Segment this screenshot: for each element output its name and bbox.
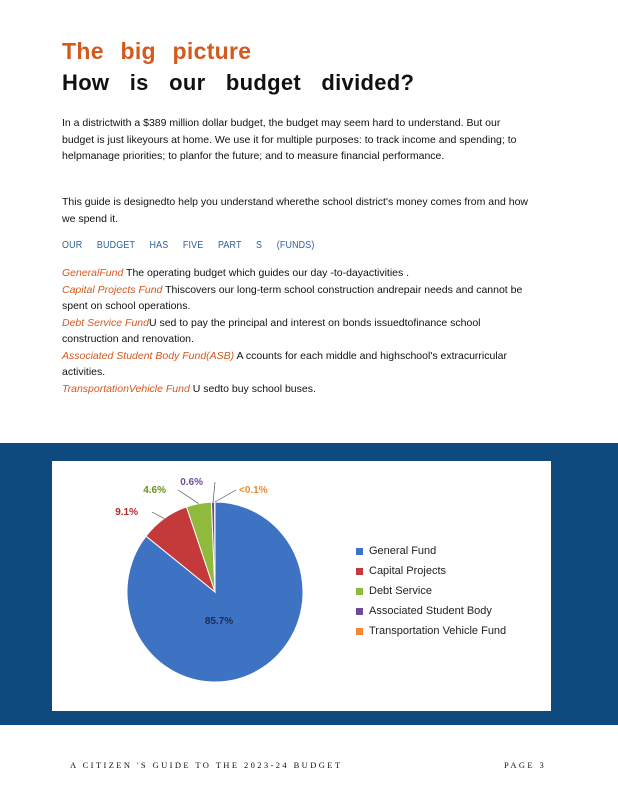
fund-description: A ccounts for each middle and highschool's extracurricular activities. [62,349,508,378]
fund-item-debt [62,315,532,348]
leader-line-capital-projects [152,512,164,519]
leader-line-debt-service [178,490,199,504]
legend-swatch [356,548,363,555]
legend-label: Debt Service [369,585,432,597]
data-label-capital-projects: 9.1% [115,507,138,518]
legend-item-transportation [356,621,506,641]
legend-label: Transportation Vehicle Fund [369,625,507,637]
fund-description: The operating budget which guides our day -to-dayactivities . [123,267,410,279]
section-kicker: The big picture [62,38,252,64]
fund-item-asb [62,348,532,381]
fund-description: U sed to pay the principal and interest on bonds issuedtofinance school construction and renovation. [62,316,481,345]
fund-item-capital [62,282,532,315]
legend-swatch [356,588,363,595]
funds-list [62,265,532,397]
fund-name: Capital Projects Fund [62,283,163,296]
leader-line-transportation [215,490,236,502]
fund-name: Associated Student Body Fund(ASB) [62,349,235,362]
page-title: How is our budget divided? [62,70,415,95]
legend-item-debt-service [356,581,506,601]
fund-name: TransportationVehicle Fund [62,382,190,395]
chart-legend [356,541,506,641]
intro-paragraph-1: In a districtwith a $389 million dollar budget, the budget may seem hard to understand. But our budget is just likeyours at home. We use it for multiple purposes: to track income and spending; to helpmanage priorities; to planfor the future; and to measure financial performance. [62,117,517,162]
legend-swatch [356,628,363,635]
legend-label: General Fund [369,545,437,557]
data-label-asb: 0.6% [180,477,203,488]
fund-description: Thiscovers our long-term school construction andrepair needs and cannot be spent on school operations. [62,283,523,312]
fund-name: Debt Service Fund [62,316,149,329]
legend-item-asb [356,601,506,621]
page-number: PAGE 3 [504,760,547,770]
legend-item-capital-projects [356,561,506,581]
intro-paragraph-2: This guide is designedto help you understand wherethe school district's money comes from and how we spend it. [62,196,529,225]
budget-pie-chart [52,461,551,711]
legend-swatch [356,568,363,575]
data-label-debt-service: 4.6% [143,485,166,496]
legend-label: Capital Projects [369,565,447,577]
leader-line-asb [213,482,215,502]
data-label-general-fund: 85.7% [204,616,234,627]
footer-title: A CITIZEN 'S GUIDE TO THE 2023-24 BUDGET [70,760,343,770]
data-label-transportation: <0.1% [239,485,268,496]
legend-label: Associated Student Body [369,605,492,617]
legend-item-general-fund [356,541,506,561]
funds-subheading: OUR BUDGET HAS FIVE PART S (FUNDS) [62,239,315,251]
fund-name: GeneralFund [62,267,124,279]
legend-swatch [356,608,363,615]
fund-item-transportation [62,381,532,398]
fund-item-general [62,265,532,282]
fund-description: U sedto buy school buses. [189,382,316,395]
